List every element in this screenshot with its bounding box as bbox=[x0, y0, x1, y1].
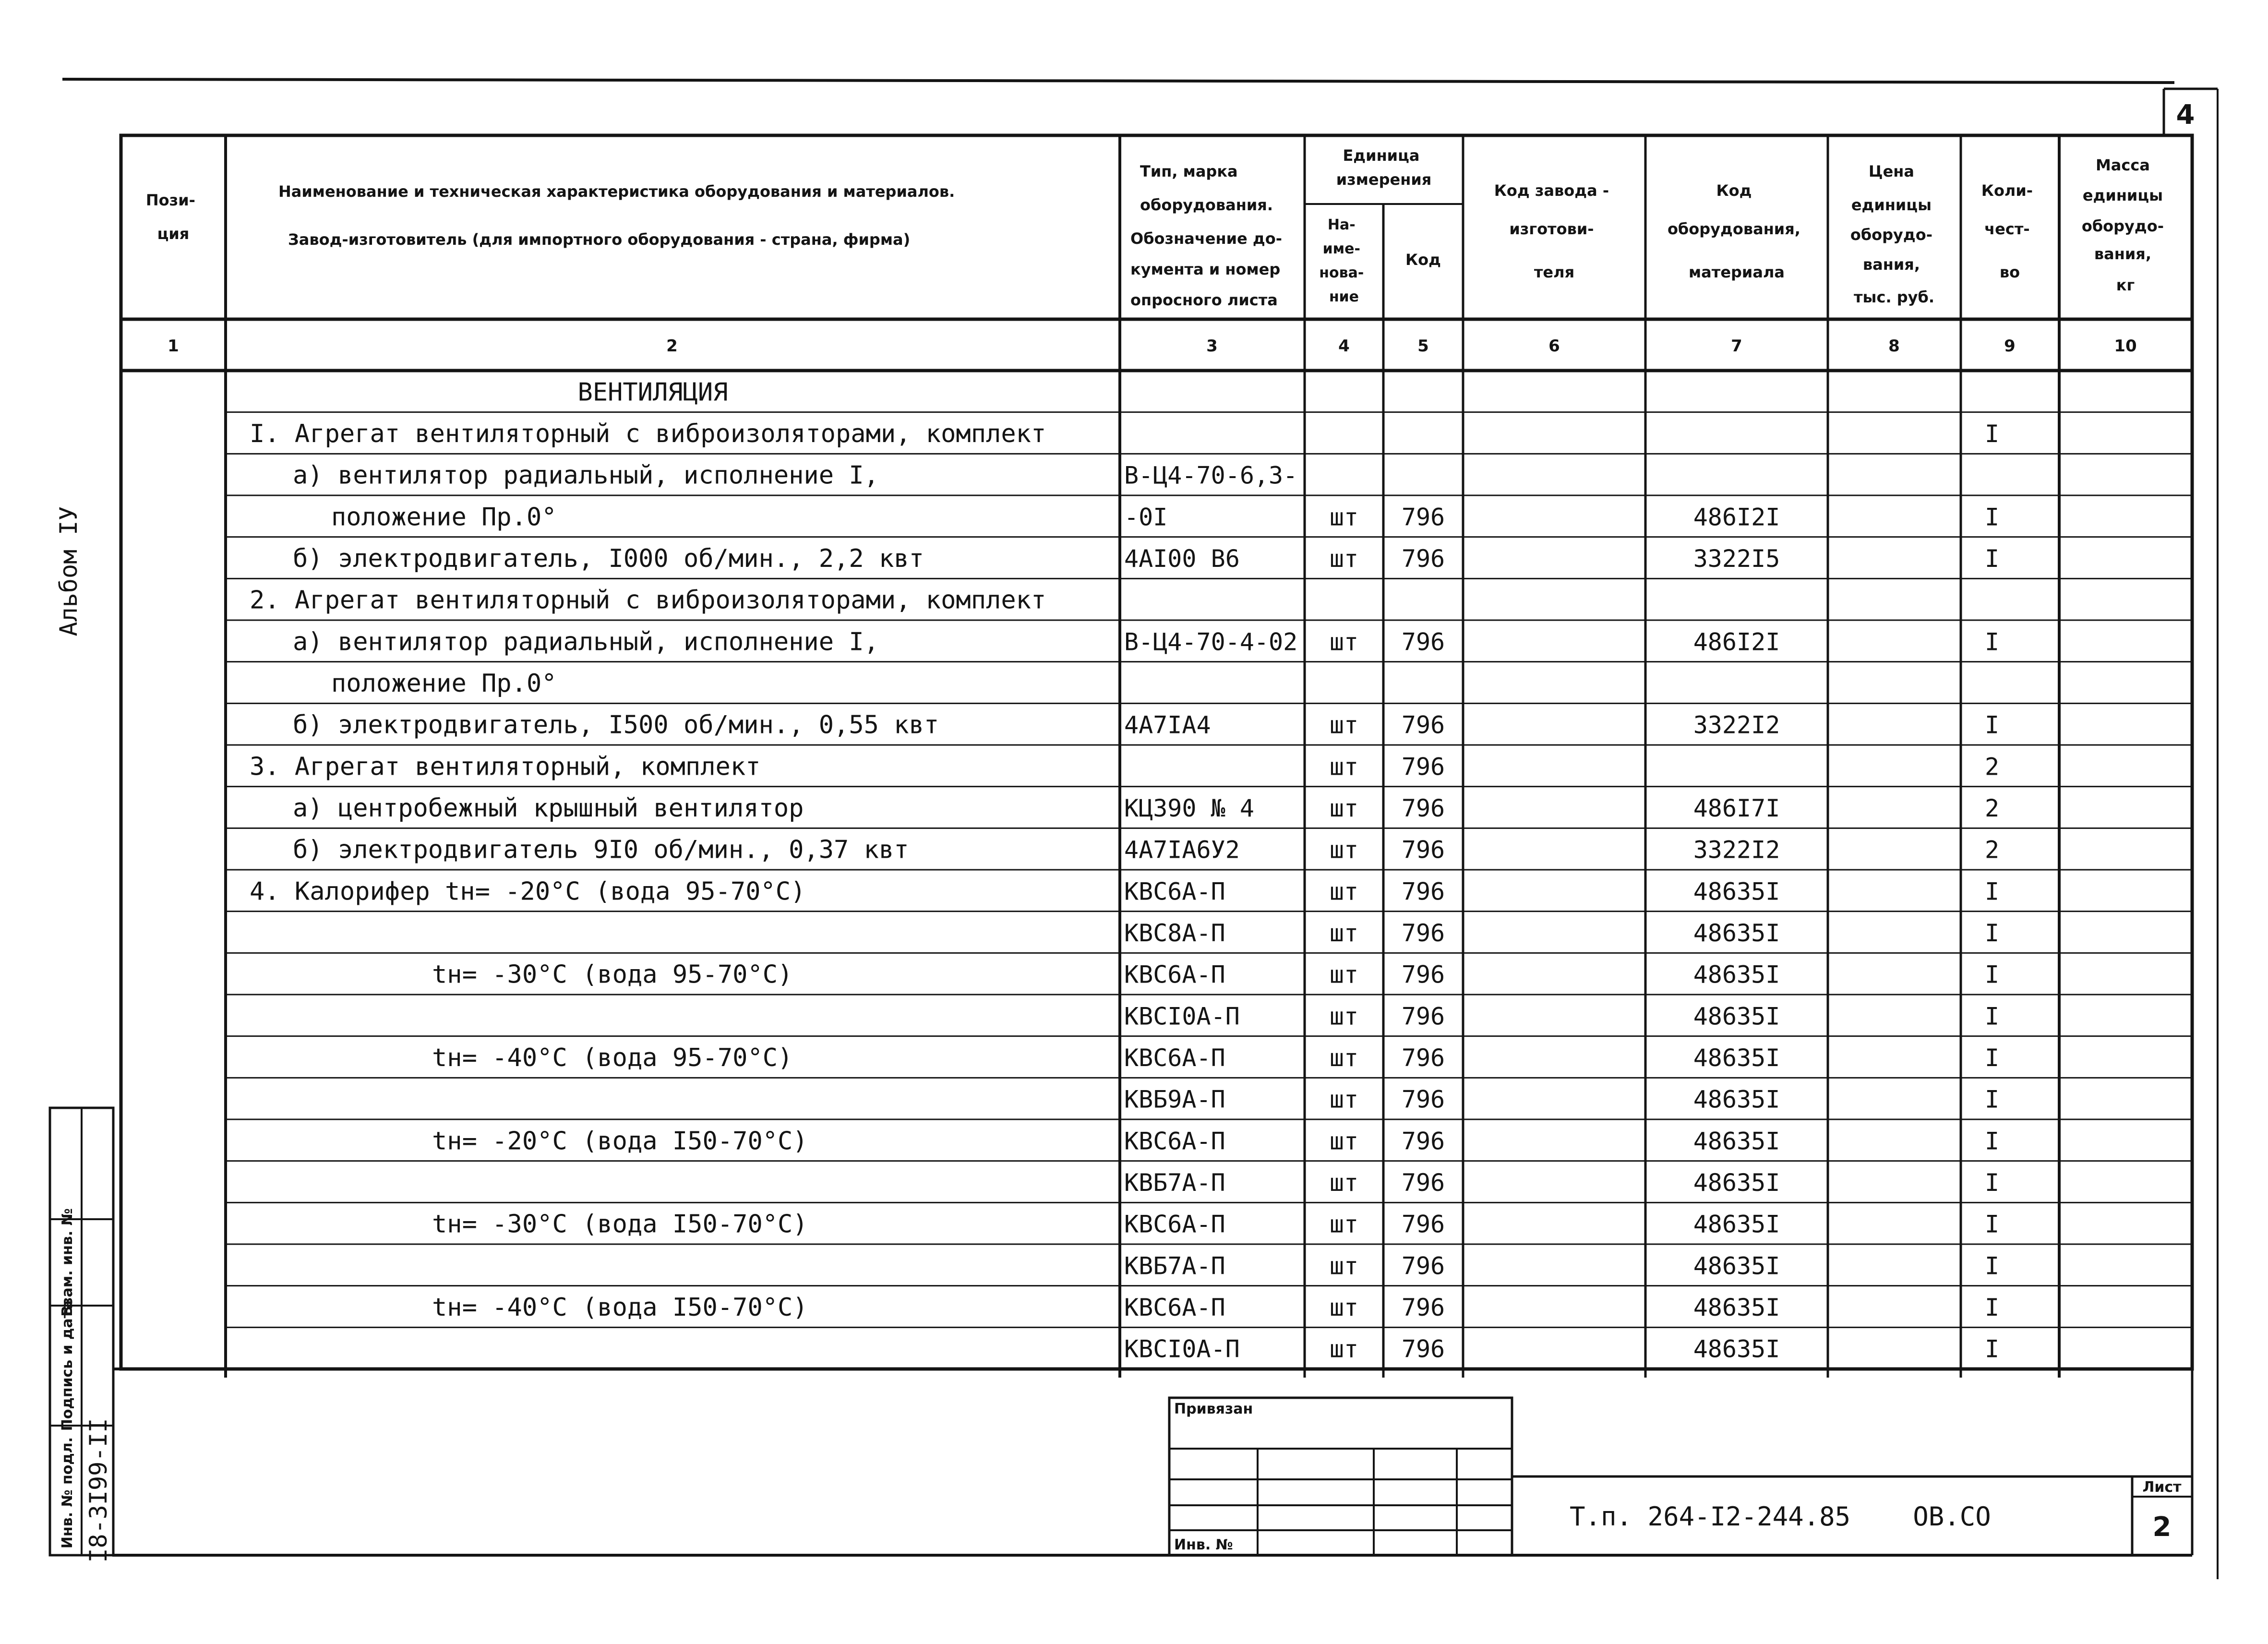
cell-unit-code: 796 bbox=[1401, 503, 1445, 531]
margin-inv-label: Инв. № подл. bbox=[59, 1437, 76, 1549]
cell-quantity: I bbox=[1984, 1085, 2000, 1114]
cell-unit: шт bbox=[1329, 753, 1359, 781]
table-row bbox=[331, 669, 557, 698]
cell-unit-code: 796 bbox=[1401, 877, 1445, 906]
cell-quantity: I bbox=[1984, 919, 2000, 948]
cell-unit-code: 796 bbox=[1401, 545, 1445, 573]
cell-unit-code: 796 bbox=[1401, 753, 1445, 781]
cell-unit: шт bbox=[1329, 711, 1359, 739]
cell-equipment-code: 48635I bbox=[1693, 1335, 1780, 1363]
cell-type: 4A7IA6У2 bbox=[1124, 836, 1240, 864]
cell-unit: шт bbox=[1329, 1002, 1359, 1031]
cell-name: положение Пр.0° bbox=[331, 503, 557, 532]
cell-equipment-code: 48635I bbox=[1693, 1252, 1780, 1280]
table-row bbox=[432, 1044, 1999, 1072]
cell-type: КЦ390 № 4 bbox=[1124, 794, 1254, 823]
cell-name: I. Агрегат вентиляторный с виброизоляторами, комплект bbox=[250, 420, 1046, 449]
column-numbers bbox=[168, 336, 2137, 356]
col-number: 8 bbox=[1888, 336, 1900, 356]
cell-equipment-code: 48635I bbox=[1693, 1169, 1780, 1197]
header-position: Пози- ция bbox=[145, 191, 195, 243]
col-number: 5 bbox=[1417, 336, 1429, 356]
cell-unit: шт bbox=[1329, 1044, 1359, 1072]
table-row bbox=[293, 461, 1297, 490]
album-label: Альбом IУ bbox=[55, 506, 83, 636]
margin-podpis-label: Подпись и дата bbox=[59, 1300, 76, 1431]
cell-equipment-code: 48635I bbox=[1693, 1127, 1780, 1155]
header-equipment-code: Код оборудования, материала bbox=[1667, 181, 1800, 281]
document-designation: Т.п. 264-I2-244.85 ОВ.СО bbox=[1570, 1501, 1991, 1532]
cell-unit: шт bbox=[1329, 1127, 1359, 1155]
table-row bbox=[577, 378, 728, 407]
header-mass: Масса единицы оборудо- вания, кг bbox=[2081, 156, 2164, 294]
cell-quantity: 2 bbox=[1984, 836, 2000, 864]
cell-equipment-code: 3322I5 bbox=[1693, 545, 1780, 573]
cell-unit: шт bbox=[1329, 960, 1359, 989]
page-number: 4 bbox=[2176, 99, 2195, 131]
cell-type: 4AI00 B6 bbox=[1124, 545, 1240, 573]
table-row bbox=[250, 420, 1999, 448]
cell-quantity: I bbox=[1984, 1169, 2000, 1197]
margin-vzam-label: Взам. инв. № bbox=[59, 1208, 76, 1317]
cell-name: tн= -40°C (вода I50-70°C) bbox=[432, 1293, 808, 1322]
header-unit-code: Код bbox=[1405, 251, 1441, 269]
cell-equipment-code: 3322I2 bbox=[1693, 836, 1780, 864]
cell-unit-code: 796 bbox=[1401, 1044, 1445, 1072]
cell-equipment-code: 48635I bbox=[1693, 1002, 1780, 1031]
header-name: Наименование и техническая характеристика оборудования и материалов. Завод-изготовитель (для импортного оборудования - страна, фирма) bbox=[278, 182, 955, 249]
cell-name: а) центробежный крышный вентилятор bbox=[293, 794, 804, 823]
cell-quantity: I bbox=[1984, 545, 2000, 573]
cell-unit-code: 796 bbox=[1401, 836, 1445, 864]
cell-name: tн= -20°C (вода I50-70°C) bbox=[432, 1127, 808, 1156]
header-unit-group: Единица измерения bbox=[1336, 146, 1432, 189]
cell-unit: шт bbox=[1329, 836, 1359, 864]
cell-unit-code: 796 bbox=[1401, 1169, 1445, 1197]
header-maker-code: Код завода - изготови- теля bbox=[1494, 181, 1609, 281]
cell-quantity: I bbox=[1984, 877, 2000, 906]
col-number: 6 bbox=[1548, 336, 1560, 356]
table-row bbox=[1124, 1002, 1999, 1030]
cell-type: В-Ц4-70-4-02 bbox=[1124, 628, 1298, 656]
cell-unit-code: 796 bbox=[1401, 919, 1445, 948]
cell-equipment-code: 48635I bbox=[1693, 960, 1780, 989]
cell-name: б) электродвигатель 9I0 об/мин., 0,37 квт bbox=[293, 835, 909, 864]
cell-unit: шт bbox=[1329, 545, 1359, 573]
table-row bbox=[1124, 1086, 1999, 1114]
cell-unit: шт bbox=[1329, 1252, 1359, 1280]
cell-quantity: I bbox=[1984, 1127, 2000, 1155]
header-quantity: Коли- чест- во bbox=[1981, 181, 2033, 281]
cell-unit: шт bbox=[1329, 1210, 1359, 1238]
cell-unit: шт bbox=[1329, 919, 1359, 948]
cell-unit: шт bbox=[1329, 1169, 1359, 1197]
col-number: 9 bbox=[2004, 336, 2016, 356]
cell-name: tн= -30°C (вода 95-70°C) bbox=[432, 960, 793, 989]
cell-name: 4. Калорифер tн= -20°C (вода 95-70°C) bbox=[250, 877, 806, 906]
cell-type: КВС8А-П bbox=[1124, 919, 1225, 948]
cell-quantity: I bbox=[1984, 1294, 2000, 1322]
table-row bbox=[293, 711, 1999, 740]
cell-type: КВС6А-П bbox=[1124, 1127, 1225, 1155]
cell-quantity: I bbox=[1984, 1044, 2000, 1072]
cell-name: а) вентилятор радиальный, исполнение I, bbox=[293, 461, 879, 490]
cell-unit-code: 796 bbox=[1401, 960, 1445, 989]
margin-inv-value: I8-3I99-II bbox=[84, 1418, 112, 1563]
table-row bbox=[250, 877, 1999, 906]
cell-type: КВБ7А-П bbox=[1124, 1252, 1225, 1280]
cell-unit: шт bbox=[1329, 1294, 1359, 1322]
cell-name: а) вентилятор радиальный, исполнение I, bbox=[293, 627, 879, 657]
cell-type: КВС6А-П bbox=[1124, 1210, 1225, 1238]
cell-equipment-code: 486I2I bbox=[1693, 503, 1780, 531]
cell-quantity: 2 bbox=[1984, 753, 2000, 781]
cell-quantity: I bbox=[1984, 711, 2000, 739]
cell-quantity: I bbox=[1984, 503, 2000, 531]
table-row bbox=[432, 960, 1999, 989]
col-number: 2 bbox=[666, 336, 678, 356]
cell-equipment-code: 48635I bbox=[1693, 919, 1780, 948]
table-row bbox=[1124, 1335, 1999, 1363]
table-header bbox=[146, 146, 2169, 309]
cell-quantity: 2 bbox=[1984, 794, 2000, 823]
cell-name: 3. Агрегат вентиляторный, комплект bbox=[250, 752, 761, 781]
cell-equipment-code: 48635I bbox=[1693, 877, 1780, 906]
cell-equipment-code: 486I2I bbox=[1693, 628, 1780, 656]
cell-type: КВБ7А-П bbox=[1124, 1169, 1225, 1197]
cell-unit-code: 796 bbox=[1401, 711, 1445, 739]
cell-type: КВСI0А-П bbox=[1124, 1002, 1240, 1031]
table-row bbox=[250, 752, 1999, 781]
cell-quantity: I bbox=[1984, 628, 2000, 656]
cell-name: ВЕНТИЛЯЦИЯ bbox=[577, 378, 728, 407]
table-row bbox=[1124, 919, 1999, 947]
cell-type: КВС6А-П bbox=[1124, 1294, 1225, 1322]
cell-name: tн= -30°C (вода I50-70°C) bbox=[432, 1210, 808, 1239]
sheet-label: Лист bbox=[2142, 1479, 2182, 1496]
cell-type: КВСI0А-П bbox=[1124, 1335, 1240, 1363]
cell-type: КВС6А-П bbox=[1124, 960, 1225, 989]
cell-unit-code: 796 bbox=[1401, 628, 1445, 656]
table-body bbox=[250, 378, 1999, 1363]
cell-type: В-Ц4-70-6,3- bbox=[1124, 461, 1298, 490]
cell-quantity: I bbox=[1984, 960, 2000, 989]
cell-name: б) электродвигатель, I500 об/мин., 0,55 квт bbox=[293, 710, 939, 740]
cell-unit-code: 796 bbox=[1401, 1002, 1445, 1031]
table-row bbox=[432, 1293, 1999, 1322]
col-number: 4 bbox=[1338, 336, 1350, 356]
table-row bbox=[331, 503, 1999, 531]
cell-type: КВС6А-П bbox=[1124, 1044, 1225, 1072]
cell-unit-code: 796 bbox=[1401, 794, 1445, 823]
table-row bbox=[1124, 1169, 1999, 1197]
cell-unit: шт bbox=[1329, 1335, 1359, 1363]
table-row bbox=[432, 1210, 1999, 1239]
cell-equipment-code: 3322I2 bbox=[1693, 711, 1780, 739]
cell-unit: шт bbox=[1329, 628, 1359, 656]
cell-equipment-code: 486I7I bbox=[1693, 794, 1780, 823]
table-row bbox=[432, 1127, 1999, 1155]
col-number: 3 bbox=[1206, 336, 1218, 356]
cell-type: КВС6А-П bbox=[1124, 877, 1225, 906]
cell-unit: шт bbox=[1329, 1085, 1359, 1114]
table-row bbox=[293, 836, 1999, 864]
cell-type: -0I bbox=[1124, 503, 1168, 531]
cell-equipment-code: 48635I bbox=[1693, 1210, 1780, 1238]
table-row bbox=[293, 627, 1999, 656]
cell-unit-code: 796 bbox=[1401, 1127, 1445, 1155]
cell-name: положение Пр.0° bbox=[331, 669, 557, 698]
cell-quantity: I bbox=[1984, 420, 2000, 448]
cell-quantity: I bbox=[1984, 1335, 2000, 1363]
header-type: Тип, марка оборудования. Обозначение до- кумента и номер опросного листа bbox=[1130, 162, 1282, 309]
cell-unit-code: 796 bbox=[1401, 1335, 1445, 1363]
cell-name: 2. Агрегат вентиляторный с виброизоляторами, комплект bbox=[250, 586, 1046, 615]
col-number: 10 bbox=[2114, 336, 2137, 356]
privyazan-label: Привязан bbox=[1174, 1401, 1253, 1417]
cell-unit: шт bbox=[1329, 877, 1359, 906]
cell-equipment-code: 48635I bbox=[1693, 1294, 1780, 1322]
cell-unit-code: 796 bbox=[1401, 1294, 1445, 1322]
cell-unit-code: 796 bbox=[1401, 1210, 1445, 1238]
cell-unit-code: 796 bbox=[1401, 1252, 1445, 1280]
cell-equipment-code: 48635I bbox=[1693, 1044, 1780, 1072]
table-row bbox=[293, 544, 1999, 573]
cell-unit-code: 796 bbox=[1401, 1085, 1445, 1114]
inv-no-label: Инв. № bbox=[1174, 1536, 1233, 1553]
cell-type: 4A7IA4 bbox=[1124, 711, 1211, 739]
header-price: Цена единицы оборудо- вания, тыс. руб. bbox=[1850, 162, 1935, 306]
cell-equipment-code: 48635I bbox=[1693, 1085, 1780, 1114]
table-row bbox=[1124, 1252, 1999, 1280]
cell-unit: шт bbox=[1329, 794, 1359, 823]
cell-quantity: I bbox=[1984, 1252, 2000, 1280]
table-row bbox=[250, 586, 1046, 615]
cell-name: tн= -40°C (вода 95-70°C) bbox=[432, 1044, 793, 1073]
col-number: 7 bbox=[1731, 336, 1742, 356]
col-number: 1 bbox=[168, 336, 179, 356]
header-unit-name: На- име- нова- ние bbox=[1319, 216, 1364, 305]
cell-unit: шт bbox=[1329, 503, 1359, 531]
sheet-number: 2 bbox=[2152, 1512, 2172, 1543]
cell-quantity: I bbox=[1984, 1210, 2000, 1238]
cell-type: КВБ9А-П bbox=[1124, 1085, 1225, 1114]
cell-name: б) электродвигатель, I000 об/мин., 2,2 квт bbox=[293, 544, 924, 574]
cell-quantity: I bbox=[1984, 1002, 2000, 1031]
table-row bbox=[293, 794, 1999, 823]
